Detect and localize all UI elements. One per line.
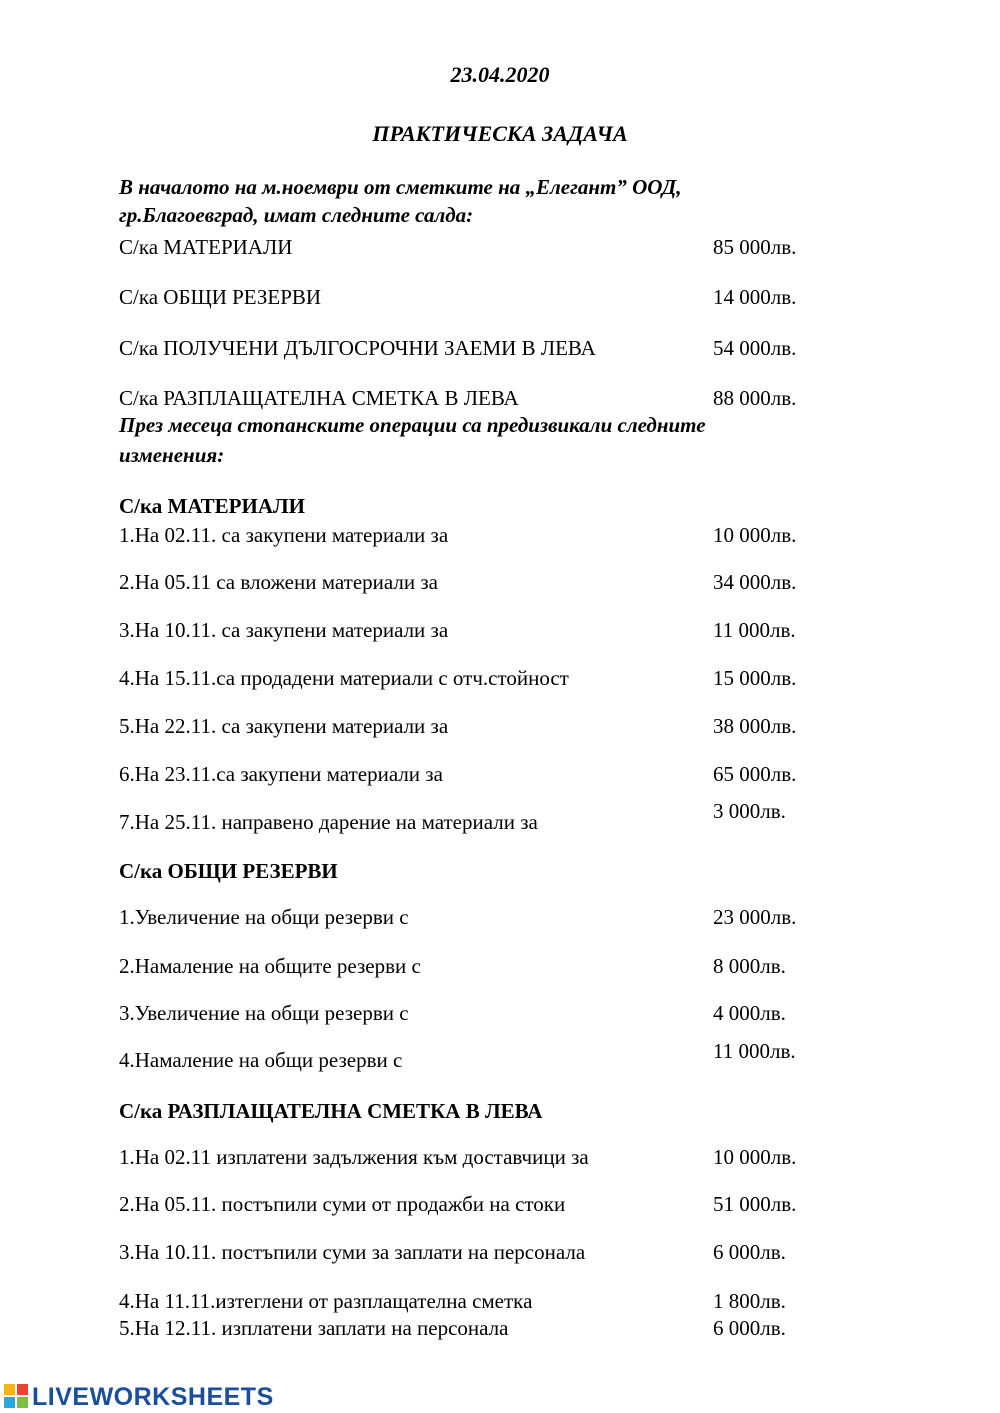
liveworksheets-logo-icon xyxy=(4,1384,30,1410)
list-item-label: 4.Намаление на общи резерви с xyxy=(119,1048,403,1072)
intro-line-2: гр.Благоевград, имат следните салда: xyxy=(119,203,474,227)
list-item-label: 5.На 22.11. са закупени материали за xyxy=(119,714,449,738)
list-item-label: 3.Увеличение на общи резерви с xyxy=(119,1001,409,1025)
list-item-label: 2.Намаление на общите резерви с xyxy=(119,954,421,978)
list-item-amount: 4 000лв. xyxy=(713,1001,786,1025)
list-item-amount: 8 000лв. xyxy=(713,954,786,978)
list-item-amount: 38 000лв. xyxy=(713,714,797,738)
list-item-amount: 15 000лв. xyxy=(713,666,797,690)
list-item-amount: 6 000лв. xyxy=(713,1240,786,1264)
list-item-label: 7.На 25.11. направено дарение на материали за xyxy=(119,810,538,834)
list-item-label: 2.На 05.11 са вложени материали за xyxy=(119,570,438,594)
list-item-amount: 51 000лв. xyxy=(713,1192,797,1216)
changes-intro-line-1: През месеца стопанските операции са предизвикали следните xyxy=(119,413,706,437)
section-heading-materials: С/ка МАТЕРИАЛИ xyxy=(119,494,305,518)
balance-amount: 88 000лв. xyxy=(713,386,797,410)
balance-label: С/ка РАЗПЛАЩАТЕЛНА СМЕТКА В ЛЕВА xyxy=(119,386,519,410)
changes-intro-line-2: изменения: xyxy=(119,443,225,467)
list-item-label: 1.Увеличение на общи резерви с xyxy=(119,905,409,929)
list-item-label: 5.На 12.11. изплатени заплати на персонала xyxy=(119,1316,509,1340)
list-item-amount: 34 000лв. xyxy=(713,570,797,594)
balance-amount: 54 000лв. xyxy=(713,336,797,360)
list-item-amount: 6 000лв. xyxy=(713,1316,786,1340)
list-item-label: 4.На 15.11.са продадени материали с отч.стойност xyxy=(119,666,569,690)
list-item-label: 3.На 10.11. са закупени материали за xyxy=(119,618,449,642)
document-date: 23.04.2020 xyxy=(450,62,550,87)
list-item-label: 3.На 10.11. постъпили суми за заплати на персонала xyxy=(119,1240,586,1264)
list-item-amount: 10 000лв. xyxy=(713,1145,797,1169)
balance-amount: 85 000лв. xyxy=(713,235,797,259)
section-heading-current-account: С/ка РАЗПЛАЩАТЕЛНА СМЕТКА В ЛЕВА xyxy=(119,1099,543,1123)
list-item-label: 6.На 23.11.са закупени материали за xyxy=(119,762,443,786)
list-item-amount: 1 800лв. xyxy=(713,1289,786,1313)
page-title: ПРАКТИЧЕСКА ЗАДАЧА xyxy=(372,121,628,146)
list-item-amount: 3 000лв. xyxy=(713,799,786,823)
list-item-amount: 65 000лв. xyxy=(713,762,797,786)
section-heading-reserves: С/ка ОБЩИ РЕЗЕРВИ xyxy=(119,859,338,883)
list-item-label: 1.На 02.11. са закупени материали за xyxy=(119,523,449,547)
logo-text: LIVEWORKSHEETS xyxy=(32,1382,274,1411)
list-item-label: 2.На 05.11. постъпили суми от продажби на стоки xyxy=(119,1192,566,1216)
list-item-amount: 23 000лв. xyxy=(713,905,797,929)
list-item-amount: 10 000лв. xyxy=(713,523,797,547)
list-item-amount: 11 000лв. xyxy=(713,618,796,642)
balance-label: С/ка ОБЩИ РЕЗЕРВИ xyxy=(119,285,322,309)
list-item-label: 1.На 02.11 изплатени задължения към доставчици за xyxy=(119,1145,589,1169)
liveworksheets-logo xyxy=(4,1382,274,1412)
balance-amount: 14 000лв. xyxy=(713,285,797,309)
balance-label: С/ка ПОЛУЧЕНИ ДЪЛГОСРОЧНИ ЗАЕМИ В ЛЕВА xyxy=(119,336,596,360)
list-item-amount: 11 000лв. xyxy=(713,1039,796,1063)
intro-line-1: В началото на м.ноември от сметките на „Елегант” ООД, xyxy=(119,175,682,199)
balance-label: С/ка МАТЕРИАЛИ xyxy=(119,235,293,259)
list-item-label: 4.На 11.11.изтеглени от разплащателна сметка xyxy=(119,1289,533,1313)
